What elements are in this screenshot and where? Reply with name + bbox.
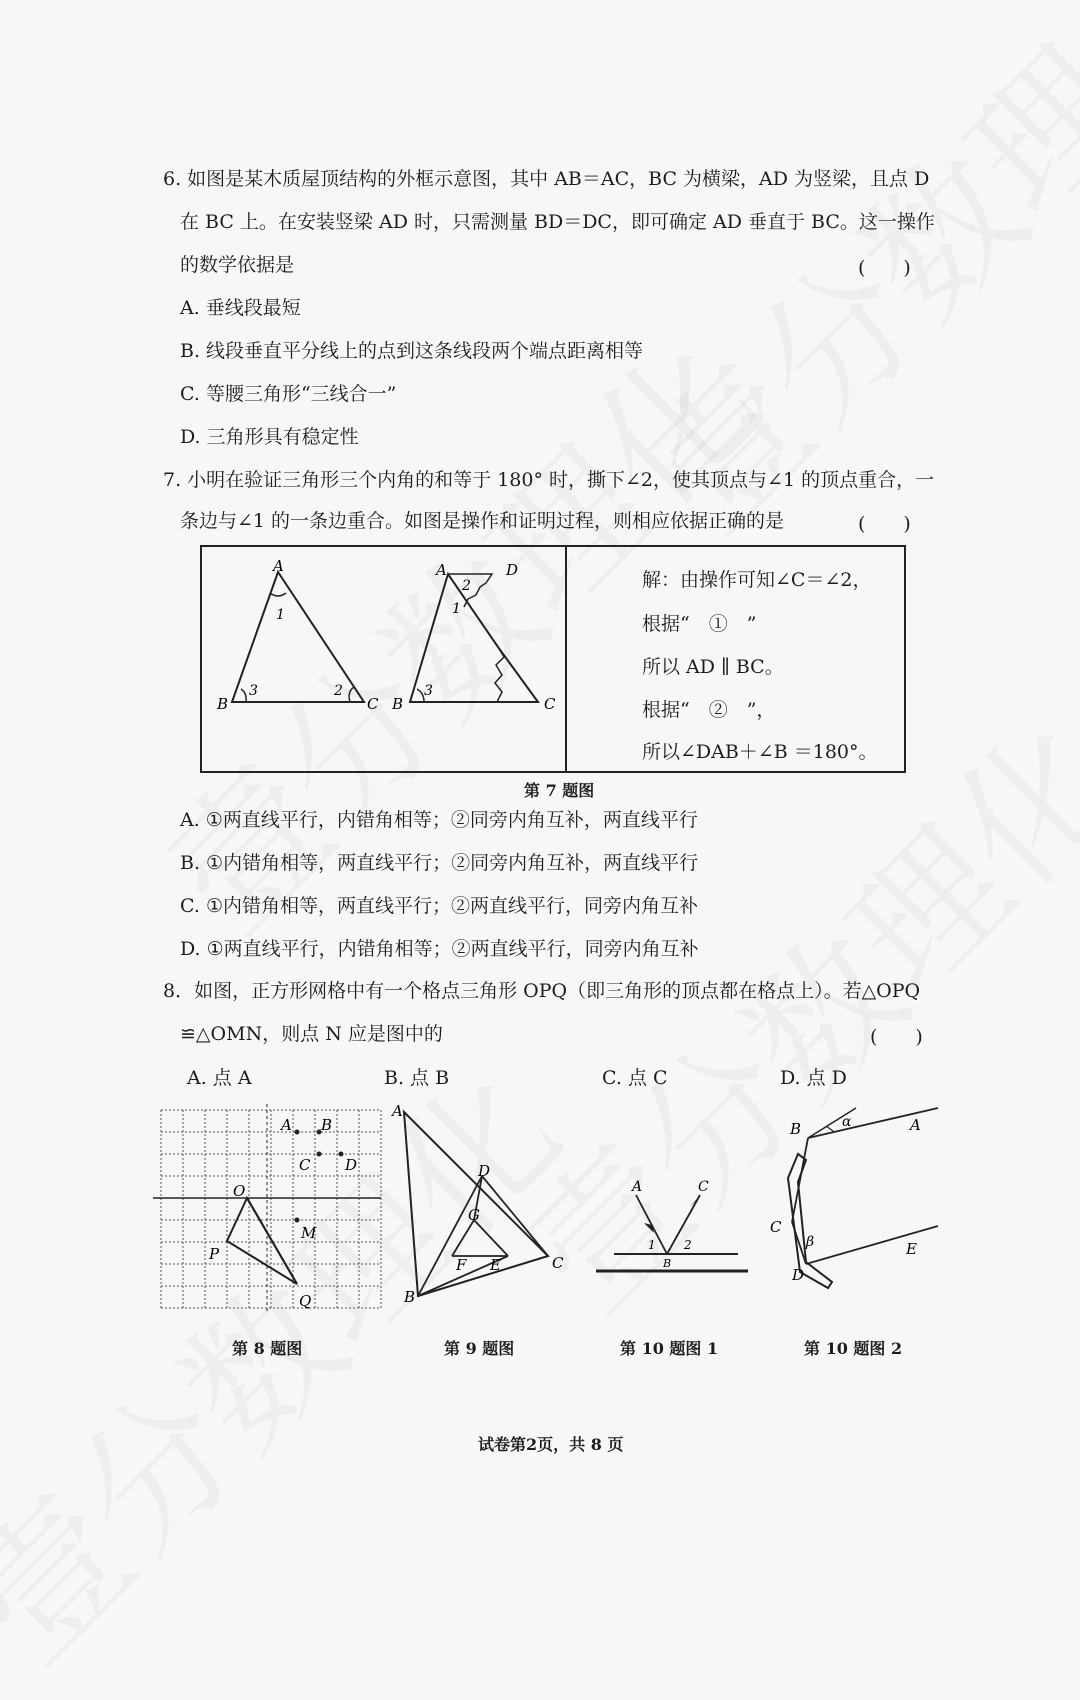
q6-option-c: C. 等腰三角形“三线合一” [180, 383, 397, 405]
fig10b-angle-alpha [826, 1126, 834, 1132]
fig8-point-c [317, 1152, 322, 1157]
fig10a-figure [592, 1175, 752, 1285]
fig10a-label-1: 1 [648, 1238, 656, 1252]
q8-option-d: D. 点 D [780, 1067, 847, 1089]
fig8-point-m [295, 1218, 300, 1223]
fig9-label-b: B [404, 1288, 416, 1306]
q7-option-d: D. ①两直线平行，内错角相等；②两直线平行，同旁内角互补 [180, 938, 699, 960]
fig10b-label-d: D [792, 1266, 805, 1284]
fig10a-label-c: C [698, 1179, 709, 1195]
fig10b-label-beta: β [806, 1234, 815, 1250]
q6-line3: 的数学依据是 [180, 254, 295, 276]
fig10a-label-2: 2 [684, 1238, 692, 1252]
q7-option-b: B. ①内错角相等，两直线平行；②同旁内角互补，两直线平行 [180, 852, 699, 874]
q8-option-b: B. 点 B [384, 1067, 450, 1089]
q8-answer-paren: ( ) [870, 1026, 923, 1048]
page-footer: 试卷第2页，共 8 页 [478, 1435, 624, 1454]
fig9-label-f: F [456, 1256, 467, 1274]
q7-label-c-right: C [544, 695, 556, 713]
q6-line1: 6. 如图是某木质屋顶结构的外框示意图，其中 AB＝AC，BC 为横梁，AD 为竖梁，且点 D [163, 168, 930, 190]
fig9-segment-ge [474, 1220, 508, 1256]
q7-angle-1-arc [270, 593, 286, 596]
fig9-segment-dc [482, 1176, 548, 1256]
fig10b-figure [770, 1102, 940, 1302]
q7-label-c: C [367, 695, 379, 713]
q7-answer-paren: ( ) [858, 513, 911, 535]
fig8-gridlines [161, 1110, 381, 1308]
q7-line2: 条边与∠1 的一条边重合。如图是操作和证明过程，则相应依据正确的是 [180, 510, 785, 532]
fig9-label-a: A [392, 1102, 403, 1120]
fig8-point-a [295, 1130, 300, 1135]
fig8-label-q: Q [299, 1292, 312, 1310]
q8-line1: 8．如图，正方形网格中有一个格点三角形 OPQ（即三角形的顶点都在格点上）。若△OPQ [163, 980, 921, 1002]
q7-figure-divider [565, 547, 567, 771]
fig10b-label-alpha: α [842, 1114, 852, 1130]
fig9-label-d: D [478, 1162, 491, 1180]
q8-option-c: C. 点 C [602, 1067, 668, 1089]
fig10a-caption: 第 10 题图 1 [620, 1339, 719, 1358]
q7-solution-line2: 根据“ ① ” [642, 613, 757, 635]
q6-answer-paren: ( ) [858, 257, 911, 279]
q7-solution-line3: 所以 AD ∥ BC。 [642, 656, 784, 678]
q7-angle-3-arc [241, 689, 246, 702]
q7-label-2-right: 2 [462, 578, 471, 594]
q7-angle-3-arc-right [417, 689, 424, 702]
fig8-grid-figure [153, 1104, 383, 1314]
q7-label-b-right: B [392, 695, 404, 713]
q6-option-a: A. 垂线段最短 [180, 297, 301, 319]
fig8-point-d [339, 1152, 344, 1157]
q7-label-3-right: 3 [424, 683, 433, 699]
fig10a-label-b: B [663, 1257, 672, 1270]
q7-torn-edge-c [495, 647, 504, 702]
q7-label-1-right: 1 [452, 601, 461, 617]
fig10a-label-a: A [632, 1179, 643, 1195]
fig9-label-g: G [468, 1206, 480, 1224]
fig8-label-b: B [321, 1116, 333, 1134]
q7-label-3: 3 [249, 683, 258, 699]
fig9-label-e: E [490, 1256, 501, 1274]
fig8-label-o: O [233, 1182, 246, 1200]
fig10b-label-b: B [790, 1120, 802, 1138]
fig8-label-p: P [209, 1245, 220, 1263]
q7-figure-box [200, 545, 906, 773]
fig10b-ray-de [806, 1226, 938, 1264]
q6-option-b: B. 线段垂直平分线上的点到这条线段两个端点距离相等 [180, 340, 644, 362]
fig10b-caption: 第 10 题图 2 [804, 1339, 903, 1358]
q7-solution-line5: 所以∠DAB＋∠B ＝180°。 [642, 741, 878, 763]
q8-line2: ≌△OMN，则点 N 应是图中的 [180, 1023, 443, 1045]
q7-label-a: A [273, 557, 284, 575]
q7-label-2: 2 [334, 683, 343, 699]
q7-figure-caption: 第 7 题图 [524, 781, 595, 800]
fig10b-label-c: C [770, 1218, 782, 1236]
fig9-caption: 第 9 题图 [444, 1339, 515, 1358]
q6-option-d: D. 三角形具有稳定性 [180, 426, 359, 448]
fig9-label-c: C [552, 1254, 564, 1272]
fig8-triangle-opq [227, 1198, 297, 1284]
fig8-caption: 第 8 题图 [232, 1339, 303, 1358]
q7-label-b: B [217, 695, 229, 713]
q7-label-a-right: A [436, 561, 447, 579]
q6-line2: 在 BC 上。在安装竖梁 AD 时，只需测量 BD＝DC，即可确定 AD 垂直于 BC。这一操作 [180, 211, 935, 233]
fig10b-label-e: E [906, 1240, 917, 1258]
fig8-segment-oq [247, 1198, 297, 1284]
q7-angle-2-arc [349, 687, 354, 702]
q7-solution-line1: 解：由操作可知∠C＝∠2， [642, 569, 872, 591]
fig9-segment-bd [418, 1176, 482, 1296]
fig10b-label-a: A [910, 1116, 921, 1134]
fig8-label-m: M [301, 1224, 317, 1242]
fig8-label-c: C [299, 1156, 311, 1174]
q7-option-a: A. ①两直线平行，内错角相等；②同旁内角互补，两直线平行 [180, 809, 698, 831]
q7-label-d: D [506, 561, 519, 579]
fig8-label-a: A [281, 1116, 292, 1134]
fig9-figure [388, 1100, 568, 1310]
q7-label-1: 1 [276, 607, 285, 623]
q7-line1: 7. 小明在验证三角形三个内角的和等于 180° 时，撕下∠2，使其顶点与∠1 的顶点重合，一 [163, 469, 935, 491]
q7-option-c: C. ①内错角相等，两直线平行；②两直线平行，同旁内角互补 [180, 895, 698, 917]
fig8-label-d: D [345, 1156, 358, 1174]
q7-solution-line4: 根据“ ② ”， [642, 699, 776, 721]
q7-triangle-figures [202, 547, 564, 771]
q8-option-a: A. 点 A [187, 1067, 252, 1089]
